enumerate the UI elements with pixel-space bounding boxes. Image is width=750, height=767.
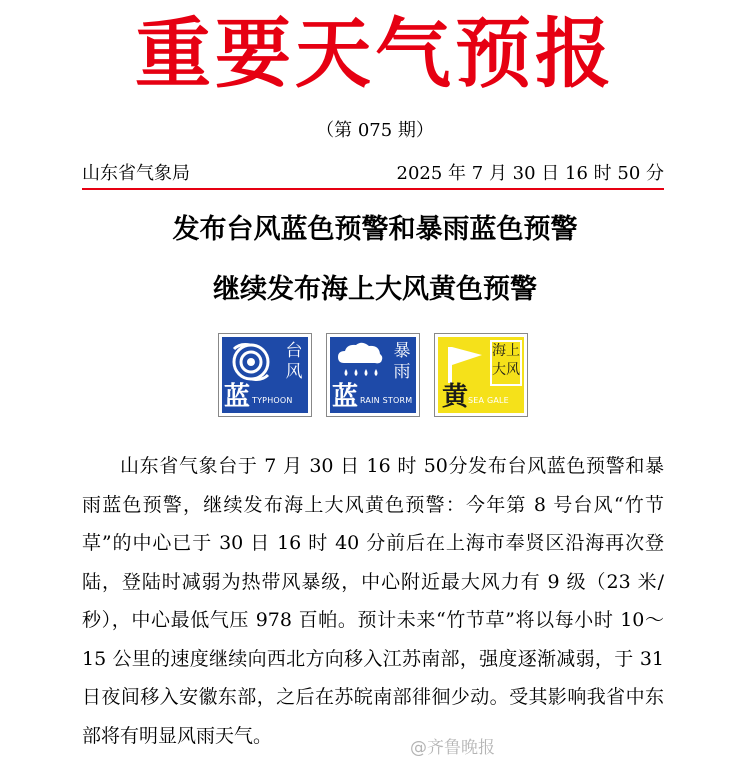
signal-level: 蓝 xyxy=(224,382,251,412)
signal-english: RAIN STORM xyxy=(360,396,413,405)
headline-primary: 发布台风蓝色预警和暴雨蓝色预警 xyxy=(172,214,578,245)
signal-side-label: 海上 大风 xyxy=(492,343,520,378)
signal-side-label: 台 风 xyxy=(285,341,303,382)
masthead-title: 重要天气预报 xyxy=(135,9,615,98)
publisher-row xyxy=(82,160,664,190)
typhoon-blue-signal xyxy=(218,333,312,417)
publisher: 山东省气象局 xyxy=(82,163,190,184)
signal-panel xyxy=(438,337,524,413)
signal-panel xyxy=(222,337,308,413)
signal-panel xyxy=(330,337,416,413)
warning-signals xyxy=(0,333,750,417)
sea-gale-yellow-signal xyxy=(434,333,528,417)
gale-flag-icon xyxy=(442,341,492,385)
bulletin-body xyxy=(82,447,664,755)
signal-side-label: 暴 雨 xyxy=(393,341,411,382)
signal-level: 黄 xyxy=(442,382,469,412)
bulletin-paragraph: 山东省气象台于 7 月 30 日 16 时 50分发布台风蓝色预警和暴雨蓝色预警，继续发布海上大风黄色预警：今年第 8 号台风“竹节草”的中心已于 30 日 16 时 40 分前后在上海市奉贤区沿海再次登陆，登陆时减弱为热带风暴级，中心附近最大风力有 9 级（23 米/秒），中心最低气压 978 百帕。预计未来“竹节草”将以每小时 10～15 公里的速度继续向西北方向移入江苏南部，强度逐渐减弱，于 31 日夜间移入安徽东部，之后在苏皖南部徘徊少动。受其影响我省中东部将有明显风雨天气。 xyxy=(82,455,664,747)
issue-number: （第 075 期） xyxy=(316,120,434,141)
issue-datetime: 2025 年 7 月 30 日 16 时 50 分 xyxy=(396,163,664,184)
signal-english: SEA GALE xyxy=(468,396,509,405)
signal-level: 蓝 xyxy=(332,382,359,412)
rainstorm-icon xyxy=(334,341,386,385)
headline-secondary: 继续发布海上大风黄色预警 xyxy=(213,274,537,305)
typhoon-icon xyxy=(226,341,276,383)
rainstorm-blue-signal xyxy=(326,333,420,417)
watermark: @齐鲁晚报 xyxy=(410,738,495,758)
signal-english: TYPHOON xyxy=(252,396,293,405)
